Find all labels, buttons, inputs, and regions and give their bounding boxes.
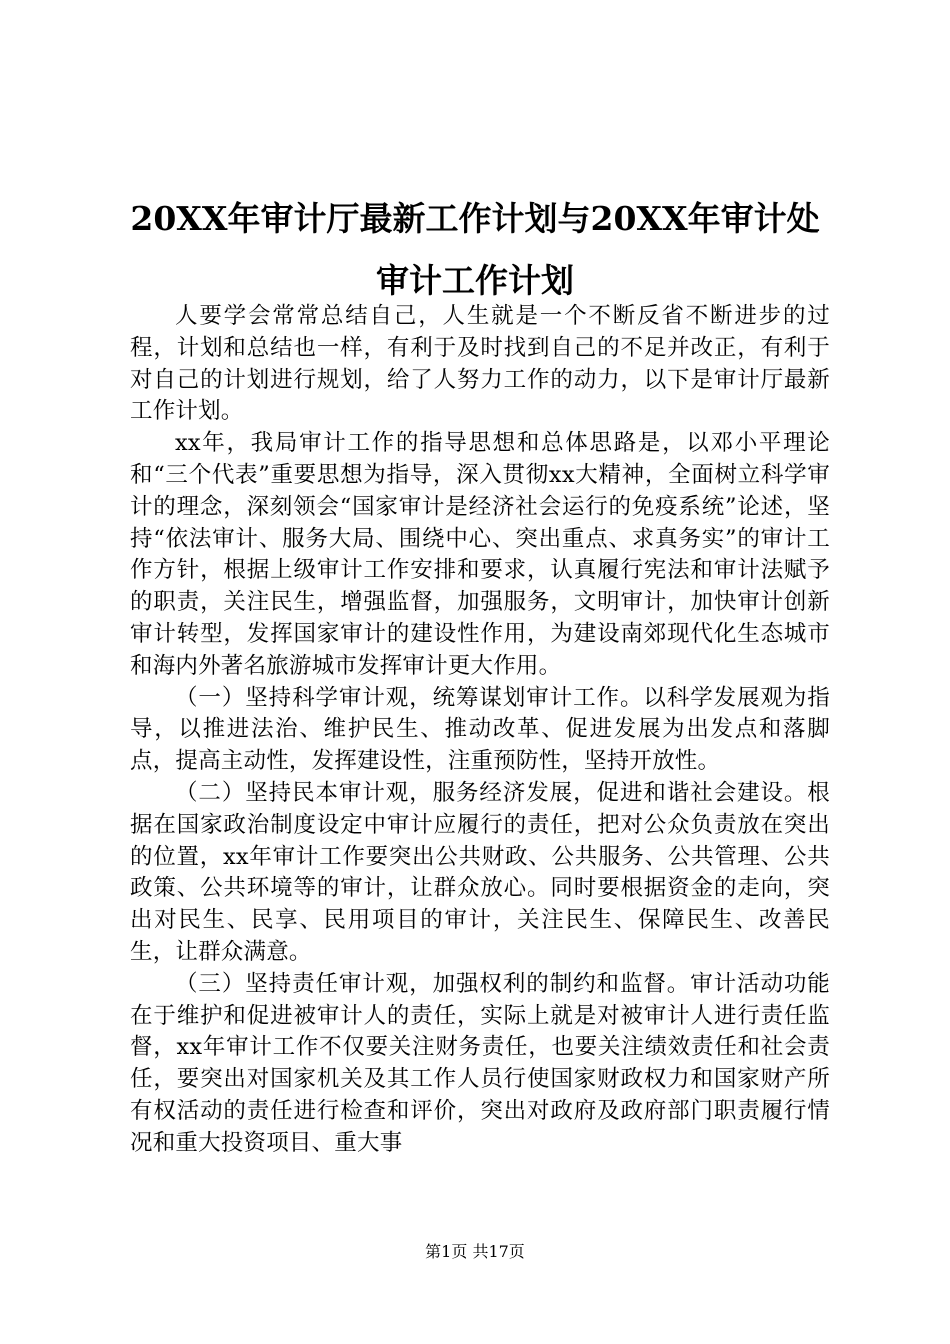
- paragraph-guiding-thought: xx年，我局审计工作的指导思想和总体思路是，以邓小平理论和“三个代表”重要思想为指导，深入贯彻xx大精神，全面树立科学审计的理念，深刻领会“国家审计是经济社会运行的免疫系统”论述，坚持“依法审计、服务大局、围绕中心、突出重点、求真务实”的审计工作方针，根据上级审计工作安排和要求，认真履行宪法和审计法赋予的职责，关注民生，增强监督，加强服务，文明审计，加快审计创新审计转型，发挥国家审计的建设性作用，为建设南郊现代化生态城市和海内外著名旅游城市发挥审计更大作用。: [130, 430, 830, 679]
- paragraph-intro: 人要学会常常总结自己，人生就是一个不断反省不断进步的过程，计划和总结也一样，有利于及时找到自己的不足并改正，有利于对自己的计划进行规划，给了人努力工作的动力，以下是审计厅最新工作计划。: [130, 303, 830, 425]
- title-line-2: 审计工作计划: [376, 261, 574, 300]
- document-title: [110, 188, 840, 312]
- paragraph-point-3: （三）坚持责任审计观，加强权利的制约和监督。审计活动功能在于维护和促进被审计人的责任，实际上就是对被审计人进行责任监督，xx年审计工作不仅要关注财务责任，也要关注绩效责任和社会责任，要突出对国家机关及其工作人员行使国家财政权力和国家财产所有权活动的责任进行检查和评价，突出对政府及政府部门职责履行情况和重大投资项目、重大事: [130, 970, 830, 1156]
- page-number-footer: 第1页 共17页: [425, 1242, 525, 1261]
- document-body: [130, 301, 830, 1160]
- title-line-1: 20XX年审计厅最新工作计划与20XX年审计处: [130, 199, 820, 238]
- paragraph-point-1: （一）坚持科学审计观，统筹谋划审计工作。以科学发展观为指导，以推进法治、维护民生、推动改革、促进发展为出发点和落脚点，提高主动性，发挥建设性，注重预防性，坚持开放性。: [130, 684, 830, 775]
- paragraph-point-2: （二）坚持民本审计观，服务经济发展，促进和谐社会建设。根据在国家政治制度设定中审计应履行的责任，把对公众负责放在突出的位置，xx年审计工作要突出公共财政、公共服务、公共管理、公共政策、公共环境等的审计，让群众放心。同时要根据资金的走向，突出对民生、民享、民用项目的审计，关注民生、保障民生、改善民生，让群众满意。: [130, 779, 830, 965]
